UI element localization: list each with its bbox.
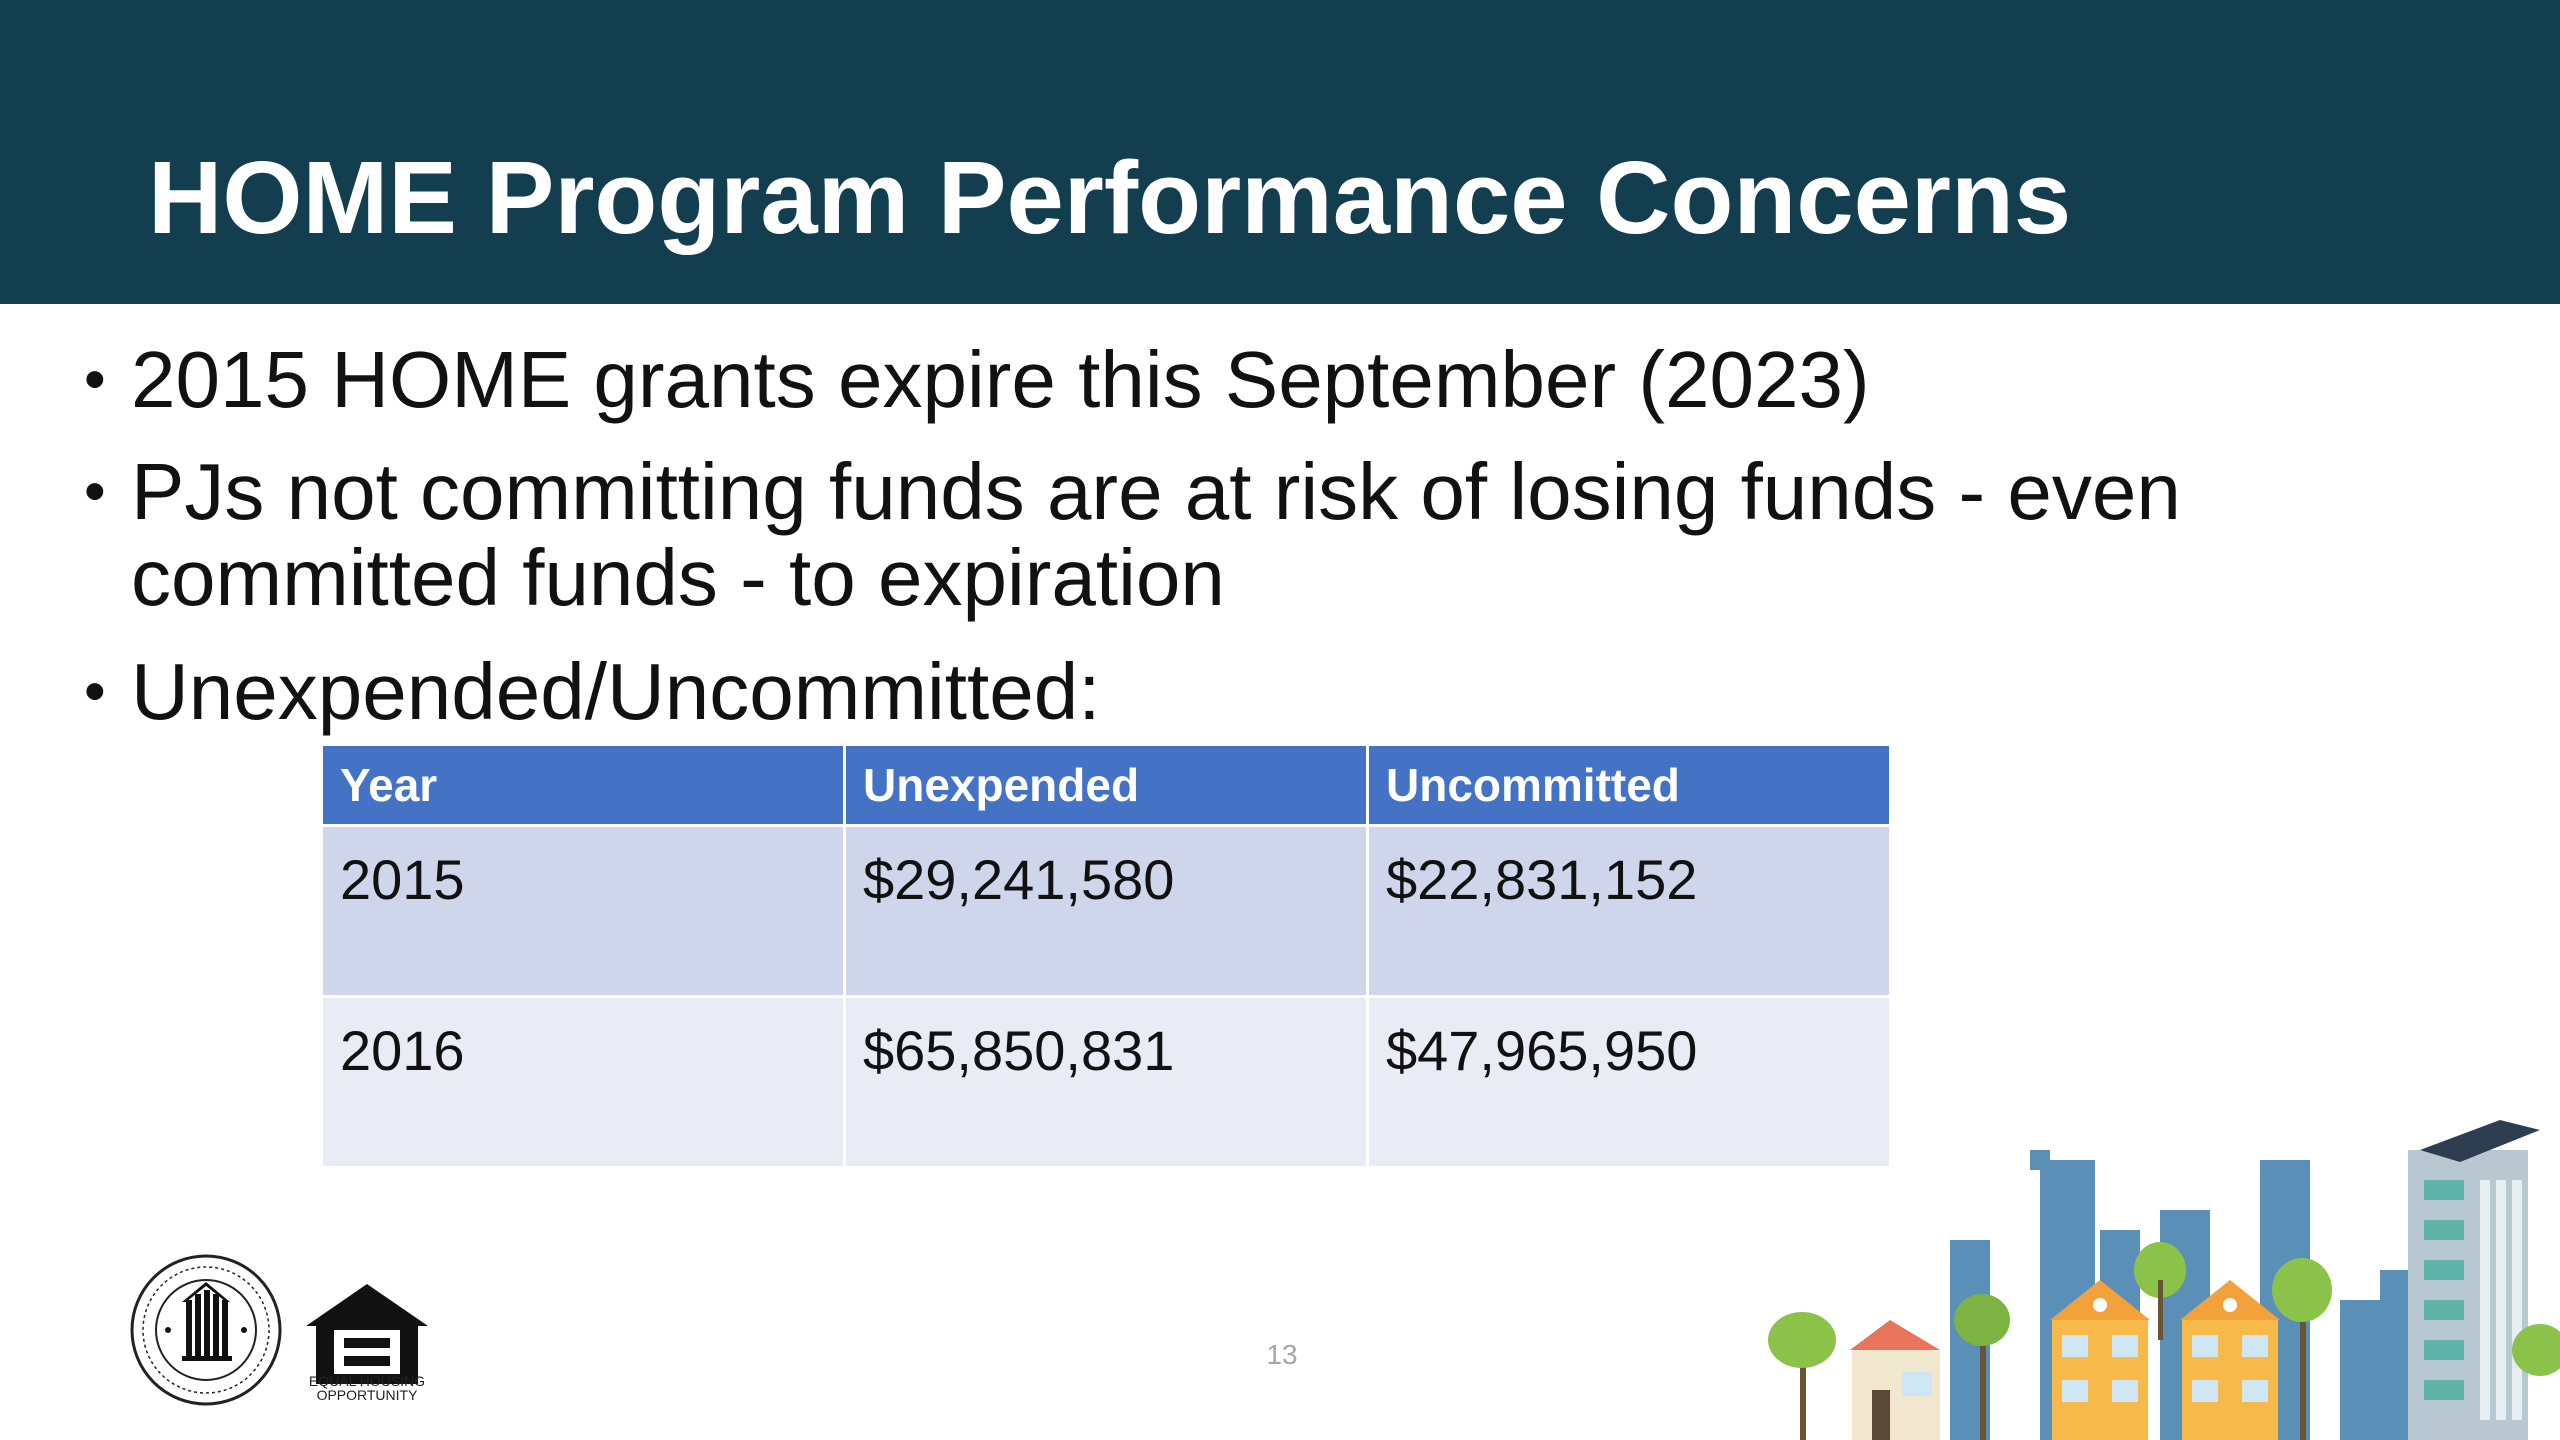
- bullet-expire: 2015 HOME grants expire this September (2023): [131, 335, 1870, 424]
- table-row: [323, 998, 1889, 1166]
- page-number: 13: [1266, 1339, 1298, 1370]
- cell-year: 2016: [323, 998, 843, 1166]
- equal-housing-caption-line2: OPPORTUNITY: [316, 1387, 418, 1403]
- hud-seal-icon: [128, 1252, 284, 1408]
- cell-unexpended: $65,850,831: [846, 998, 1366, 1166]
- header-year: Year: [323, 746, 843, 824]
- bullet-marker: •: [84, 457, 106, 526]
- equal-housing-caption: [300, 1374, 434, 1402]
- city-skyline-icon: [1740, 1120, 2560, 1440]
- header-unexpended: Unexpended: [846, 746, 1366, 824]
- slide-title: HOME Program Performance Concerns: [148, 140, 2072, 255]
- table-header-row: [323, 746, 1889, 824]
- equal-housing-caption-line1: EQUAL HOUSING: [308, 1373, 426, 1389]
- bullet-risk-continued: committed funds - to expiration: [131, 533, 1225, 622]
- bullet-marker: •: [84, 345, 106, 414]
- table-row: [323, 827, 1889, 995]
- bullet-risk: PJs not committing funds are at risk of losing funds - even: [131, 447, 2181, 536]
- bullet-unexpended: Unexpended/Uncommitted:: [131, 647, 1101, 736]
- funds-table: [320, 743, 1892, 1169]
- cell-unexpended: $29,241,580: [846, 827, 1366, 995]
- cell-uncommitted: $22,831,152: [1369, 827, 1889, 995]
- cell-year: 2015: [323, 827, 843, 995]
- cell-uncommitted: $47,965,950: [1369, 998, 1889, 1166]
- bullet-marker: •: [84, 657, 106, 726]
- header-uncommitted: Uncommitted: [1369, 746, 1889, 824]
